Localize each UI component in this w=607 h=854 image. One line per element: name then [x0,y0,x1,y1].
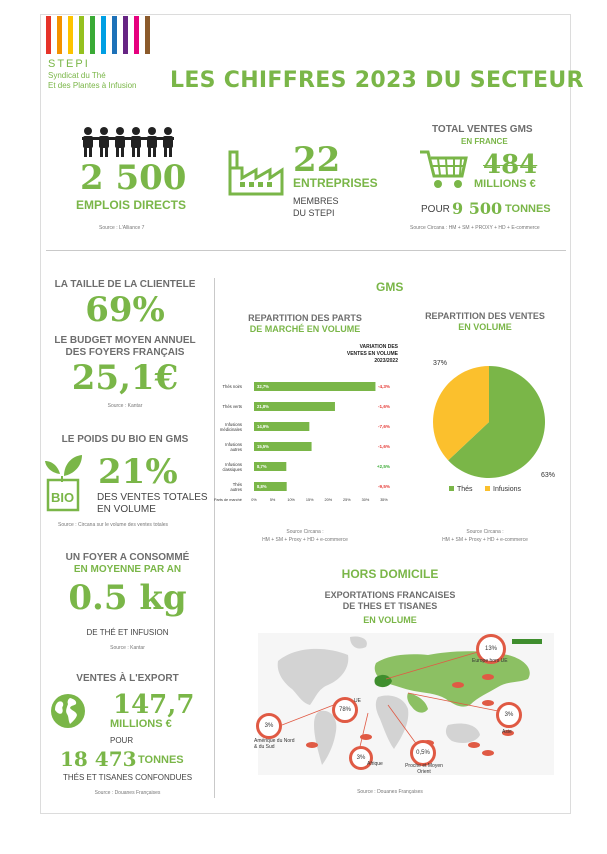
bar-x-tick: 5% [269,498,276,502]
pie-value-label: 37% [433,360,448,367]
bio-source: Source : Circana sur le volume des ventes totales [58,522,169,528]
map-title-2: DE THES ET TISANES [342,601,438,611]
map-title-1: EXPORTATIONS FRANCAISES [324,590,456,600]
variation-label: -9,5% [377,484,390,489]
bar-source-2: HM + SM + Proxy + HD + e-commerce [262,537,348,543]
bar-x-tick: 20% [324,498,333,502]
bar-category-label: classiques [222,467,242,472]
pie-title-1: REPARTITION DES VENTES [425,311,545,321]
pie-legend-swatch [485,486,490,491]
budget-source: Source : Kantar [107,403,143,409]
pie-source-1: Source Circana : [466,529,504,535]
gms-total-value: 484 [483,150,538,180]
logo-stripe [57,16,62,54]
pie-source-2: HM + SM + Proxy + HD + e-commerce [442,537,528,543]
entreprises-sub2: DU STEPI [293,208,335,218]
logo-stripes [46,16,156,54]
export-value: 147,7 [113,690,195,720]
bar-category-label: Thés verts [222,404,242,409]
gms-total-unit: MILLIONS € [474,178,536,190]
logo-stripe [145,16,150,54]
bar-value-label: 32,7% [257,384,269,389]
foyer-title-1: UN FOYER A CONSOMMÉ [65,552,190,563]
bar-title-1: REPARTITION DES PARTS [248,313,362,323]
logo-stripe [112,16,117,54]
gms-pour: POUR [421,204,450,215]
bar-category-label: Infusions [225,422,242,427]
foyer-source: Source : Kantar [110,645,145,651]
bar-source-1: Source Circana : [286,529,324,535]
export-title: VENTES À L'EXPORT [76,673,179,684]
map-source: Source : Douanes Françaises [357,789,423,795]
clientele-title: LA TAILLE DE LA CLIENTELE [54,279,196,290]
logo-stripe [79,16,84,54]
budget-value: 25,1€ [71,358,179,398]
variation-header-2: VENTES EN VOLUME [346,351,398,357]
export-label: THÉS ET TISANES CONFONDUES [62,773,193,782]
bar-category-label: autres [230,487,242,492]
bar-category-label: Infusions [225,462,242,467]
logo-stripe [123,16,128,54]
bar-title-2: DE MARCHÉ EN VOLUME [249,324,361,334]
region-orient-label: Proche et Moyen Orient [405,763,443,775]
logo-line2: Et des Plantes à Infusion [48,81,137,90]
logo-stripe [46,16,51,54]
region-europe-label: Europe hors UE [472,658,508,664]
bar-category-label: médicinales [219,427,242,432]
bio-icon-text: BIO [51,490,75,505]
bar-value-label: 8,7% [257,464,267,469]
map-title-3: EN VOLUME [363,615,417,625]
export-unit: MILLIONS € [110,718,172,730]
hors-domicile-title: HORS DOMICILE [341,567,439,581]
budget-title-2: DES FOYERS FRANÇAIS [65,347,185,358]
bar [254,382,375,391]
emplois-label: EMPLOIS DIRECTS [76,198,187,212]
foyer-label: DE THÉ ET INFUSION [86,628,169,637]
bio-title: LE POIDS DU BIO EN GMS [61,434,189,445]
export-pour: POUR [110,736,134,745]
variation-label: -4,3% [377,384,390,389]
gms-total-source: Source Circana : HM + SM + PROXY + HD + E-commerce [410,225,540,231]
bar-value-label: 15,5% [257,444,269,449]
bio-value: 21% [98,452,178,492]
export-tonnes-label: TONNES [138,754,184,766]
bar-category-label: Thés noirs [222,384,242,389]
gms-total-subtitle: EN FRANCE [461,137,508,146]
globe-icon [50,693,86,734]
region-afrique-label: Afrique [367,761,383,767]
variation-label: +2,5% [376,464,390,469]
stepi-logo [46,16,156,92]
gms-tonnes-value: 9 500 [452,199,503,218]
bar-x-tick: 25% [343,498,351,502]
logo-line1: Syndicat du Thé [48,71,106,80]
logo-stripe [68,16,73,54]
entreprises-label: ENTREPRISES [293,176,378,190]
entreprises-value: 22 [293,140,341,180]
pie-title-2: EN VOLUME [458,322,512,332]
region-amerique-label: Amérique du Nord & du Sud [254,738,295,750]
bar-x-tick: 35% [380,498,388,502]
region-asie-bubble: 3% [496,702,522,728]
bar-x-tick: 10% [287,498,295,502]
bar-value-label: 8,8% [257,484,267,489]
bar-value-label: 14,9% [257,424,269,429]
bar-x-axis-label: Parts de marché [214,498,242,502]
budget-title-1: LE BUDGET MOYEN ANNUEL [54,335,196,346]
region-ue-bubble: 78% [332,697,358,723]
clientele-value: 69% [85,290,165,330]
region-amerique-bubble: 3% [256,713,282,739]
bar-x-tick: 0% [251,498,257,502]
logo-stripe [90,16,95,54]
variation-header-3: 2023/2022 [374,358,398,364]
factory-icon [226,150,286,201]
logo-stripe [134,16,139,54]
bar-value-label: 21,8% [257,404,269,409]
top-divider [46,250,566,251]
variation-label: -7,6% [377,424,390,429]
emplois-value: 2 500 [80,158,187,198]
emplois-source: Source : L'Alliance 7 [99,225,145,231]
pie-legend-label: Thés [457,486,473,493]
variation-label: -1,6% [377,404,390,409]
pie-legend-swatch [449,486,454,491]
export-source: Source : Douanes Françaises [94,790,161,796]
region-orient-bubble: 0,5% [410,740,436,766]
region-afrique-bubble: 3% [349,746,373,770]
foyer-value: 0.5 kg [68,578,187,618]
bar-x-tick: 15% [305,498,314,502]
entreprises-sub1: MEMBRES [293,196,339,206]
logo-stripe [101,16,106,54]
logo-name: STEPI [48,58,90,70]
gms-total-title: TOTAL VENTES GMS [432,124,533,135]
bar-category-label: Infusions [225,442,242,447]
pie-legend-label: Infusions [493,486,522,493]
variation-header-1: VARIATION DES [359,344,398,350]
variation-label: -1,6% [377,444,390,449]
left-divider [214,278,215,798]
sales-pie-chart [410,346,570,521]
page-title: LES CHIFFRES 2023 DU SECTEUR [170,68,584,93]
bar-category-label: autres [230,447,242,452]
region-asie-label: Asie [502,729,512,735]
region-europe-bubble: 13% [476,634,506,664]
gms-tonnes-label: TONNES [505,203,551,215]
bio-label-2: EN VOLUME [97,504,156,515]
region-ue-label: UE [354,698,361,704]
bio-icon [42,452,88,517]
pie-value-label: 63% [541,472,556,479]
export-tonnes-value: 18 473 [60,747,137,771]
cart-icon [418,148,468,195]
foyer-title-2: EN MOYENNE PAR AN [73,564,182,575]
bio-label-1: DES VENTES TOTALES [97,492,208,503]
gms-section-title: GMS [376,280,404,294]
bar-x-tick: 30% [361,498,370,502]
bar-category-label: Thés [232,482,242,487]
market-share-bar-chart [214,370,394,520]
